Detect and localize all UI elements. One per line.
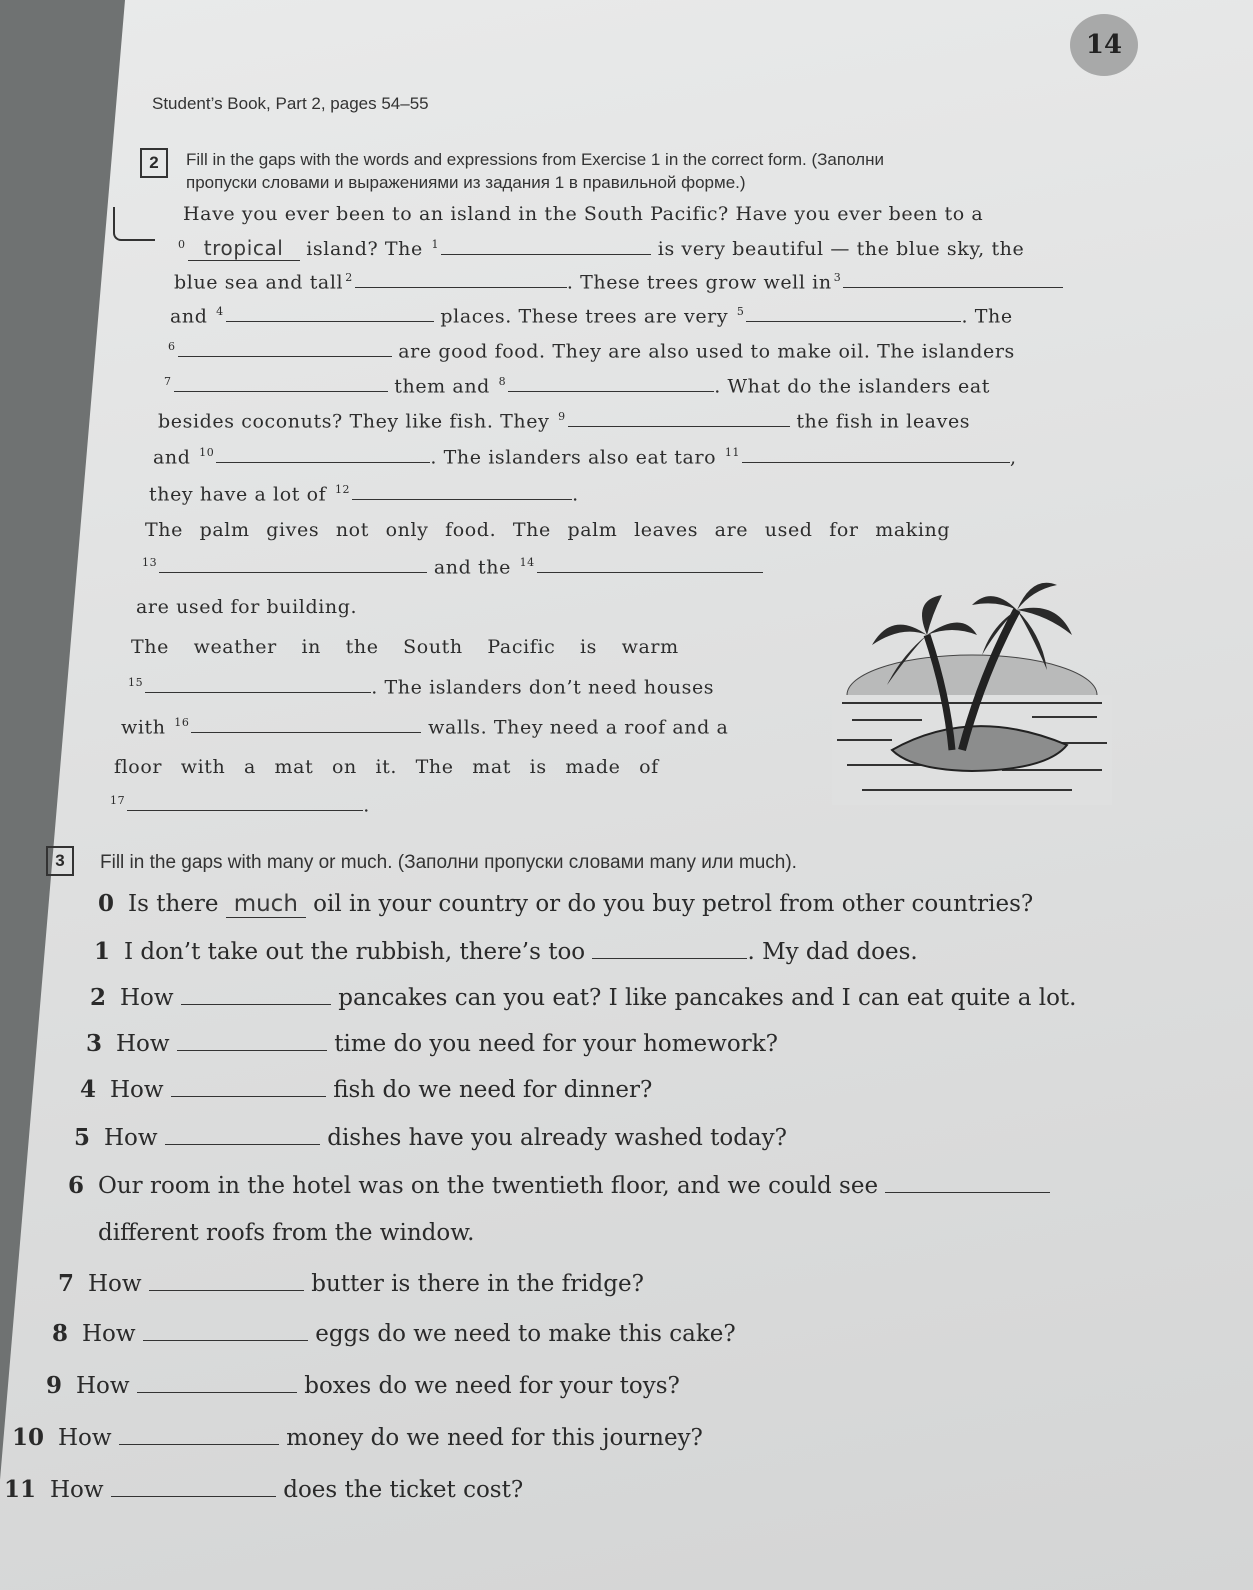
ex2-line-10: The palm gives not only food. The palm leaves are used for making: [145, 519, 951, 541]
ex2-line-16: floor with a mat on it. The mat is made of: [114, 756, 659, 778]
ex3-item-2: 2 How pancakes can you eat? I like pancakes and I can eat quite a lot.: [89, 984, 1077, 1011]
ex3-item-11: 11 How does the ticket cost?: [3, 1476, 524, 1503]
ex3-item-10: 10 How money do we need for this journey?: [11, 1424, 703, 1451]
ex2-line-3: blue sea and tall $^2$ . These trees grow well in $^3$: [174, 271, 1063, 293]
ex3-item-0: 0 Is there much oil in your country or do you buy petrol from other countries?: [97, 890, 1034, 917]
ex2-line-2: $^0$ tropical island? The $^1$ is very beautiful — the blue sky, the: [178, 236, 1025, 260]
exercise-2-number-box: 2: [140, 148, 168, 178]
ex3-item-7: 7 How butter is there in the fridge?: [57, 1270, 644, 1297]
ex3-item-8: 8 How eggs do we need to make this cake?: [51, 1320, 736, 1347]
ex3-item-3: 3 How time do you need for your homework?: [85, 1030, 778, 1057]
ex2-line-17: $^{17}$ .: [110, 794, 370, 817]
ex3-item-6-continued: different roofs from the window.: [98, 1220, 475, 1246]
gap-12[interactable]: [352, 483, 572, 500]
gap-10[interactable]: [216, 446, 430, 463]
ex2-line-1: Have you ever been to an island in the South Pacific? Have you ever been to a: [183, 203, 984, 225]
gap-0-answer[interactable]: tropical: [188, 236, 300, 261]
ex3-gap-10[interactable]: [119, 1424, 279, 1445]
ex3-gap-3[interactable]: [177, 1030, 327, 1051]
gap-14[interactable]: [537, 556, 763, 573]
ex3-gap-7[interactable]: [149, 1270, 304, 1291]
ex3-item-4: 4 How fish do we need for dinner?: [79, 1076, 653, 1103]
ex3-gap-9[interactable]: [137, 1372, 297, 1393]
gap-7[interactable]: [174, 375, 388, 392]
gap-15[interactable]: [145, 676, 371, 693]
ex3-gap-5[interactable]: [165, 1124, 320, 1145]
ex2-line-9: they have a lot of $^{12}$ .: [149, 483, 579, 506]
exercise-3-instruction: Fill in the gaps with many or much. (Заполни пропуски словами many или much).: [100, 852, 797, 873]
ex3-item-6: 6 Our room in the hotel was on the twentieth floor, and we could see: [50, 1172, 1050, 1199]
ex3-gap-8[interactable]: [143, 1320, 308, 1341]
ex3-gap-11[interactable]: [111, 1476, 276, 1497]
exercise-2-instruction-ru: пропуски словами и выражениями из задания 1 в правильной форме.): [186, 173, 746, 192]
palm-island-icon: [832, 575, 1112, 810]
ex3-item-5: 5 How dishes have you already washed today?: [73, 1124, 787, 1151]
gap-6[interactable]: [178, 340, 392, 357]
gap-16[interactable]: [191, 716, 421, 733]
ex3-item-9: 9 How boxes do we need for your toys?: [45, 1372, 680, 1399]
gap-1[interactable]: [441, 238, 651, 255]
gap-11[interactable]: [742, 446, 1010, 463]
gap-13[interactable]: [159, 556, 427, 573]
ex2-line-4: and $^4$ places. These trees are very $^5$ . The: [170, 305, 1013, 328]
ex2-line-8: and $^{10}$ . The islanders also eat taro $^{11}$ ,: [153, 446, 1017, 469]
gap-9[interactable]: [568, 410, 790, 427]
ex2-line-11: $^{13}$ and the $^{14}$: [140, 556, 763, 578]
gap-17[interactable]: [127, 794, 363, 811]
ex2-line-5: $^6$ are good food. They are also used to make oil. The islanders: [168, 340, 1015, 363]
gap-3[interactable]: [843, 271, 1063, 288]
ex3-gap-4[interactable]: [171, 1076, 326, 1097]
gap-4[interactable]: [226, 305, 434, 322]
exercise-3-number-box: 3: [46, 846, 74, 876]
ex2-line-14: $^{15}$ . The islanders don’t need houses: [128, 676, 715, 699]
ex3-item-1: 1 I don’t take out the rubbish, there’s too . My dad does.: [93, 938, 918, 965]
ex3-gap-0-answer[interactable]: much: [226, 891, 306, 918]
gap-5[interactable]: [746, 305, 961, 322]
gap-2[interactable]: [355, 271, 567, 288]
ex2-line-15: with $^{16}$ walls. They need a roof and a: [121, 716, 729, 739]
book-reference: Student’s Book, Part 2, pages 54–55: [152, 94, 429, 113]
exercise-2-instruction-en: Fill in the gaps with the words and expressions from Exercise 1 in the correct form. (Заполни: [186, 150, 884, 169]
ex3-gap-2[interactable]: [181, 984, 331, 1005]
gap-8[interactable]: [508, 375, 714, 392]
ex2-line-13: The weather in the South Pacific is warm: [131, 636, 679, 658]
ex3-gap-6[interactable]: [885, 1172, 1050, 1193]
ex2-line-7: besides coconuts? They like fish. They $^9$ the fish in leaves: [158, 410, 971, 433]
bracket-mark: [113, 207, 155, 241]
ex3-gap-1[interactable]: [592, 938, 747, 959]
ex2-line-12: are used for building.: [136, 596, 358, 618]
page-number: 14: [1070, 14, 1138, 76]
ex2-line-6: $^7$ them and $^8$ . What do the islanders eat: [164, 375, 991, 398]
